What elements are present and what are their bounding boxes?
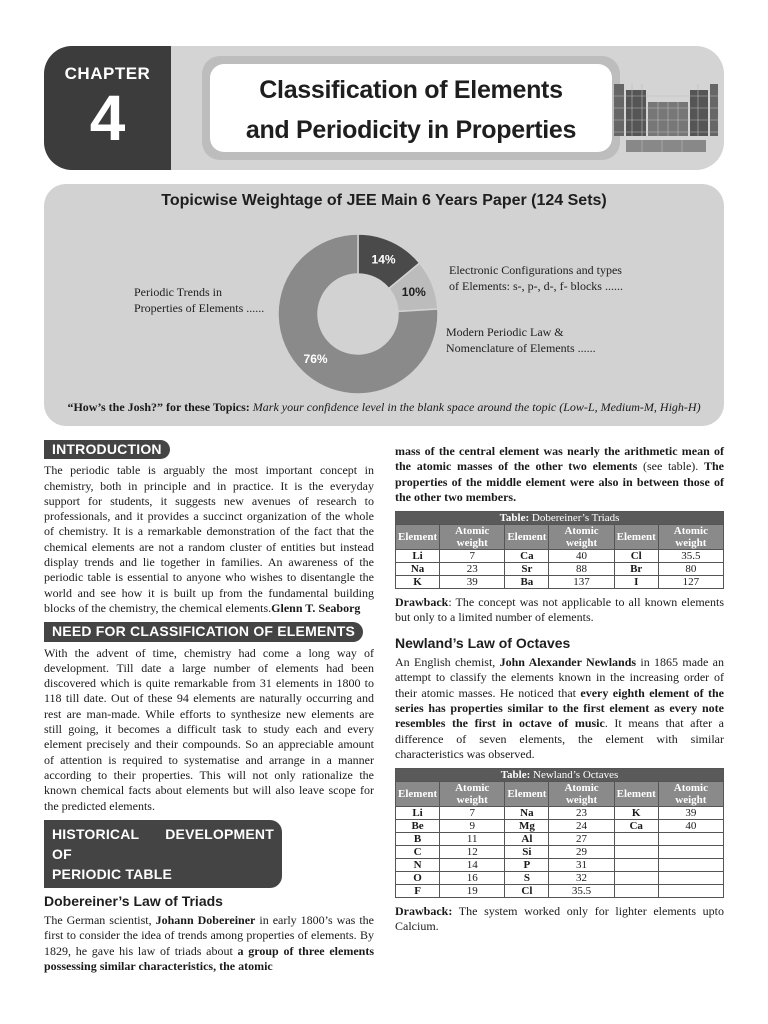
atomic-weight-cell: 32 — [549, 872, 614, 885]
element-cell — [614, 833, 658, 846]
drawback-2-bold: Drawback: — [395, 904, 453, 919]
newland-text — [395, 655, 724, 762]
octaves-row — [396, 872, 724, 885]
element-cell: Cl — [614, 550, 658, 563]
drawback-2-text: The system worked only for lighter elements upto Calcium. — [395, 904, 724, 934]
element-cell — [614, 885, 658, 898]
introduction-body: The periodic table is arguably the most important concept in chemistry, both in principle and in practice. It is the everyday support for students, it suggests new avenues of research to professionals, and it provides a succinct organization of the whole of chemistry. It is a remarkable demonstration of the fact that the chemical elements are not a random cluster of entities but instead display trends and lie together in families. An awareness of the periodic table is essential to anyone who wishes to disentangle the world and see how it is built up from the fundamental building blocks of the chemistry, the chemical elements. — [44, 463, 374, 615]
label-electronic-config — [449, 262, 649, 294]
label-electronic-config-line2: of Elements: s-, p-, d-, f- blocks ...... — [449, 279, 623, 293]
weightage-donut-chart — [274, 230, 442, 398]
right-column — [395, 444, 724, 935]
atomic-weight-cell: 137 — [549, 576, 614, 589]
octaves-row — [396, 807, 724, 820]
element-cell: K — [396, 576, 440, 589]
octaves-header: Atomic weight — [658, 782, 723, 807]
triads-header: Atomic weight — [440, 525, 505, 550]
atomic-weight-cell: 35.5 — [658, 550, 723, 563]
element-cell: Cl — [505, 885, 549, 898]
octaves-row — [396, 820, 724, 833]
donut-slice-label: 76% — [303, 352, 328, 367]
josh-bold: “How’s the Josh?” for these Topics: — [67, 400, 250, 414]
triads-header: Element — [505, 525, 549, 550]
element-cell: Br — [614, 563, 658, 576]
octaves-row — [396, 885, 724, 898]
atomic-weight-cell — [658, 872, 723, 885]
chapter-badge — [44, 46, 171, 170]
octaves-header: Atomic weight — [440, 782, 505, 807]
element-cell: Ca — [505, 550, 549, 563]
need-classification-text: With the advent of time, chemistry had come a long way of development. Till date a large number of elements had been discovered which is quite remarkable from 31 elements in 1800 to 118 till date. Out of these 94 elements are naturally occurring and rest are man-made. While efforts to synthesize new elements are still going, it becomes a difficult task to study each and every element precisely and their compounds. So an appreciable amount of attention is required to systematise and arrange in a manner according to their properties. This will not only rationalize the known chemical facts about elements but will also leave scope for the predicted elements. — [44, 645, 374, 813]
newland-heading: Newland’s Law of Octaves — [395, 634, 571, 651]
chapter-title-line2: and Periodicity in Properties — [245, 116, 577, 144]
josh-note — [44, 400, 724, 415]
element-cell: Ca — [614, 820, 658, 833]
triads-header: Element — [614, 525, 658, 550]
triads-cont-bold-b: The properties of the middle element were also in between those of the other two members. — [395, 459, 725, 504]
atomic-weight-cell — [658, 885, 723, 898]
atomic-weight-cell — [658, 859, 723, 872]
element-cell: Na — [396, 563, 440, 576]
dobereiner-triads-table — [395, 511, 724, 589]
atomic-weight-cell: 39 — [658, 807, 723, 820]
atomic-weight-cell: 88 — [549, 563, 614, 576]
element-cell: Al — [505, 833, 549, 846]
atomic-weight-cell — [658, 846, 723, 859]
element-cell — [614, 872, 658, 885]
element-cell: Si — [505, 846, 549, 859]
octaves-header: Atomic weight — [549, 782, 614, 807]
atomic-weight-cell: 7 — [440, 550, 505, 563]
triads-row — [396, 576, 724, 589]
element-cell: K — [614, 807, 658, 820]
left-column — [44, 440, 374, 974]
chapter-title — [210, 64, 612, 152]
label-modern-periodic-law — [446, 324, 646, 356]
triads-cont-bold-a: mass of the central element was nearly the arithmetic mean of the atomic masses of the other two elements — [395, 444, 724, 474]
chapter-title-frame — [202, 56, 620, 160]
dobereiner-text — [44, 913, 374, 974]
element-cell: Na — [505, 807, 549, 820]
atomic-weight-cell: 80 — [658, 563, 723, 576]
atomic-weight-cell: 127 — [658, 576, 723, 589]
triads-caption-bold: Table: — [499, 512, 530, 525]
triads-caption-text: Dobereiner’s Triads — [529, 512, 620, 525]
element-cell: Sr — [505, 563, 549, 576]
introduction-signature: Glenn T. Seaborg — [271, 600, 361, 615]
atomic-weight-cell: 29 — [549, 846, 614, 859]
octaves-caption-bold: Table: — [500, 769, 531, 782]
need-classification-heading: NEED FOR CLASSIFICATION OF ELEMENTS — [44, 622, 363, 641]
atomic-weight-cell: 40 — [658, 820, 723, 833]
triads-cont-plain: (see table). — [637, 459, 704, 474]
element-cell — [614, 859, 658, 872]
octaves-header: Element — [396, 782, 440, 807]
label-electronic-config-line1: Electronic Configurations and types — [449, 263, 622, 277]
introduction-text — [44, 463, 374, 616]
label-periodic-trends — [134, 284, 284, 316]
octaves-row — [396, 859, 724, 872]
triads-continuation — [395, 444, 724, 505]
element-cell: Li — [396, 550, 440, 563]
drawback-2 — [395, 904, 724, 935]
drawback-1-text: : The concept was not applicable to all known elements but only to a limited number of elements. — [395, 595, 724, 625]
atomic-weight-cell: 12 — [440, 846, 505, 859]
chapter-number: 4 — [89, 82, 126, 154]
label-periodic-trends-line1: Periodic Trends in — [134, 285, 223, 299]
element-cell: N — [396, 859, 440, 872]
weightage-panel — [44, 184, 724, 426]
octaves-row — [396, 846, 724, 859]
newland-text-b: in 1865 made an attempt to classify the elements known in the increasing order of their atomic masses. He noticed that — [395, 655, 724, 700]
element-cell: C — [396, 846, 440, 859]
dobereiner-text-b: in early 1800’s was the first to consider the idea of trends among properties of elements. By 1829, he gave his law of triads about — [44, 913, 374, 958]
historical-heading-line1: HISTORICAL DEVELOPMENT OF — [52, 825, 274, 862]
atomic-weight-cell — [658, 833, 723, 846]
dobereiner-text-a: The German scientist, — [44, 913, 156, 928]
atomic-weight-cell: 19 — [440, 885, 505, 898]
chapter-title-line1: Classification of Elements — [259, 76, 563, 104]
atomic-weight-cell: 40 — [549, 550, 614, 563]
element-cell: Mg — [505, 820, 549, 833]
donut-slice-label: 10% — [401, 284, 426, 299]
element-cell: Be — [396, 820, 440, 833]
label-modern-periodic-law-line1: Modern Periodic Law & — [446, 325, 564, 339]
triads-header: Atomic weight — [549, 525, 614, 550]
periodic-table-icon — [612, 82, 720, 154]
atomic-weight-cell: 23 — [440, 563, 505, 576]
historical-development-heading — [44, 820, 282, 888]
dobereiner-name: Johann Dobereiner — [155, 913, 256, 928]
element-cell — [614, 846, 658, 859]
element-cell: O — [396, 872, 440, 885]
historical-heading-line2: PERIODIC TABLE — [52, 865, 172, 882]
element-cell: Ba — [505, 576, 549, 589]
atomic-weight-cell: 31 — [549, 859, 614, 872]
atomic-weight-cell: 14 — [440, 859, 505, 872]
triads-row — [396, 563, 724, 576]
newland-text-c: . It means that after a difference of seven elements, the element with similar characteristics was observed. — [395, 716, 724, 761]
atomic-weight-cell: 16 — [440, 872, 505, 885]
atomic-weight-cell: 7 — [440, 807, 505, 820]
chapter-word: CHAPTER — [64, 64, 151, 83]
newland-octaves-table — [395, 768, 724, 898]
newland-bold: every eighth element of the series has properties similar to the first element as every note resembles the first in octave of music — [395, 685, 724, 731]
atomic-weight-cell: 24 — [549, 820, 614, 833]
octaves-caption-text: Newland’s Octaves — [530, 769, 619, 782]
atomic-weight-cell: 35.5 — [549, 885, 614, 898]
triads-caption — [396, 512, 724, 525]
octaves-row — [396, 833, 724, 846]
element-cell: Li — [396, 807, 440, 820]
newland-text-a: An English chemist, — [395, 655, 500, 670]
element-cell: F — [396, 885, 440, 898]
dobereiner-heading: Dobereiner’s Law of Triads — [44, 892, 223, 909]
chapter-banner — [44, 46, 724, 170]
josh-italic: Mark your confidence level in the blank space around the topic (Low-L, Medium-M, High-H) — [252, 400, 701, 414]
newland-name: John Alexander Newlands — [499, 655, 637, 670]
dobereiner-bold-end: a group of three elements possessing similar characteristics, the atomic — [44, 943, 374, 974]
atomic-weight-cell: 23 — [549, 807, 614, 820]
triads-header: Element — [396, 525, 440, 550]
octaves-header: Element — [505, 782, 549, 807]
element-cell: S — [505, 872, 549, 885]
element-cell: P — [505, 859, 549, 872]
element-cell: B — [396, 833, 440, 846]
atomic-weight-cell: 9 — [440, 820, 505, 833]
introduction-heading: INTRODUCTION — [44, 440, 170, 459]
element-cell: I — [614, 576, 658, 589]
drawback-1 — [395, 595, 724, 626]
triads-header: Atomic weight — [658, 525, 723, 550]
label-modern-periodic-law-line2: Nomenclature of Elements ...... — [446, 341, 596, 355]
weightage-title: Topicwise Weightage of JEE Main 6 Years Paper (124 Sets) — [161, 192, 607, 209]
octaves-caption — [396, 769, 724, 782]
atomic-weight-cell: 27 — [549, 833, 614, 846]
atomic-weight-cell: 39 — [440, 576, 505, 589]
atomic-weight-cell: 11 — [440, 833, 505, 846]
label-periodic-trends-line2: Properties of Elements ...... — [134, 301, 265, 315]
octaves-header: Element — [614, 782, 658, 807]
donut-slice-label: 14% — [371, 252, 396, 267]
triads-row — [396, 550, 724, 563]
drawback-1-bold: Drawback — [395, 595, 449, 610]
